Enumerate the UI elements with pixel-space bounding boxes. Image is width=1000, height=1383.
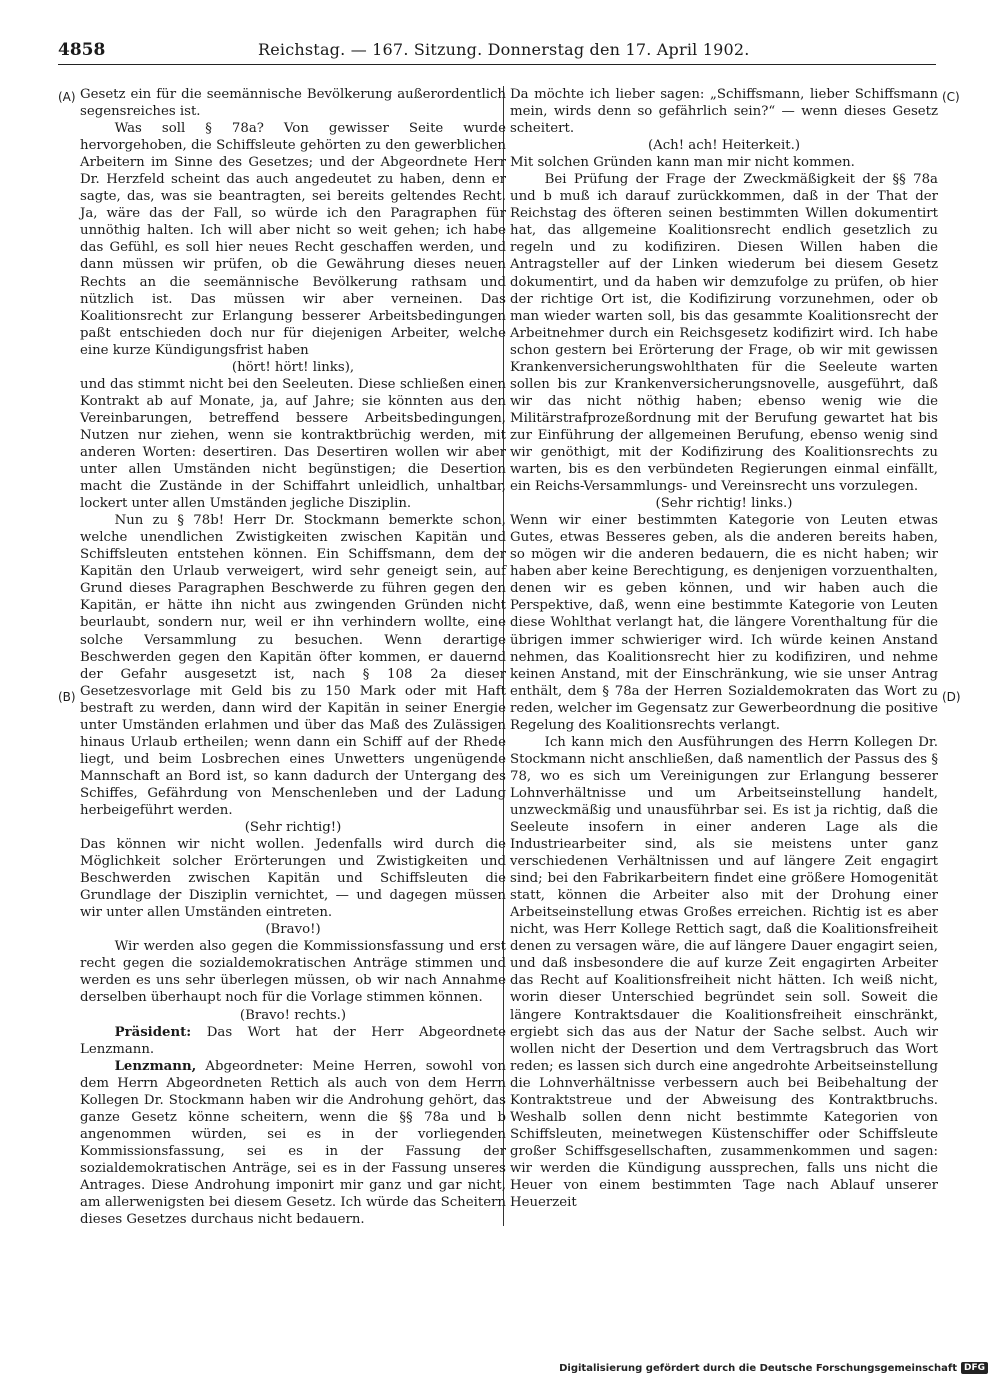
- speech-text: Abgeordneter: Meine Herren, sowohl von dem Herrn Abgeordneten Rettich als auch von dem Herrn Kollegen Dr. Stockmann haben wir die Androhung gehört, das ganze Gesetz könne scheitern, wenn die §§ 78a und b angenommen würden, sei es in der vorliegenden Kommissionsfassung, sei es in der Fassung der sozialdemokratischen Anträge, sei es in der Fassung unseres Antrages. Diese Androhung imponirt mir ganz und gar nicht, am allerwenigsten bei diesem Gesetz. Ich würde das Scheitern dieses Gesetzes durchaus nicht bedauern.: [80, 1058, 506, 1228]
- interjection: (Sehr richtig!): [244, 820, 342, 836]
- dfg-logo: DFG: [961, 1362, 988, 1374]
- margin-marker-d: (D): [942, 690, 961, 704]
- interjection: (Ach! ach! Heiterkeit.): [647, 138, 801, 154]
- speaker-name: Lenzmann,: [114, 1058, 197, 1074]
- paragraph: Mit solchen Gründen kann man mir nicht kommen.: [510, 155, 855, 171]
- interjection: (Bravo!): [265, 922, 321, 938]
- paragraph: Da möchte ich lieber sagen: „Schiffsmann, lieber Schiffsmann mein, wirds denn so gefährlich sein?“ — wenn dieses Gesetz scheitert.: [510, 87, 938, 137]
- speaker-name: Präsident:: [114, 1024, 192, 1040]
- paragraph: Ich kann mich den Ausführungen des Herrn Kollegen Dr. Stockmann nicht anschließen, daß namentlich der Passus des § 78, wo es sich um Vereinigungen zur Erlangung besserer Lohnverhältnisse und um Arbeitseinstellung handelt, unzweckmäßig und unausführbar sei. Es ist ja richtig, daß die Seeleute insofern in einer anderen Lage als die Industriearbeiter sind, als sie meistens unter ganz verschiedenen Verhältnissen und auf längere Zeit engagirt sind; bei den Fabrikarbeitern findet eine größere Homogenität statt, können die Arbeiter also mit der Drohung einer Arbeitseinstellung etwas Großes erreichen. Richtig ist es aber nicht, was Herr Kollege Rettich sagt, daß die Koalitionsfreiheit denen zu versagen wäre, die auf längere Dauer engagirt seien, und daß insbesondere die auf kurze Zeit engagirten Arbeiter das Recht auf Koalitionsfreiheit nicht hätten. Ich weiß nicht, worin dieser Unterschied begründet sein soll. Soweit die längere Kontraktsdauer die Koalitionsfreiheit einschränkt, ergiebt sich das aus der Natur der Sache selbst. Auch wir wollen nicht der Desertion und dem Vertragsbruch das Wort reden; es lassen sich durch eine angedrohte Arbeitseinstellung die Lohnverhältnisse verbessern auch bei Beibehaltung der Kontraktstreue und der Abweisung des Kontraktbruchs. Weshalb sollen denn nicht bestimmte Kategorien von Schiffsleuten, meinetwegen Küstenschiffer oder Schiffsleute großer Schiffsgesellschaften, zusammenkommen und sagen: wir werden die Kündigung aussprechen, falls uns nicht die Heuer von einem bestimmten Tage nach Ablauf unserer Heuerzeit: [510, 734, 938, 1211]
- paragraph: [80, 1058, 506, 1228]
- paragraph: Wir werden also gegen die Kommissionsfassung und erst recht gegen die sozialdemokratischen Anträge stimmen und werden es uns sehr überlegen müssen, ob wir nach Annahme derselben überhaupt noch für die Vorlage stimmen können.: [80, 939, 506, 1006]
- interjection: (Sehr richtig! links.): [655, 496, 793, 512]
- paragraph: Bei Prüfung der Frage der Zweckmäßigkeit der §§ 78a und b muß ich darauf zurückkommen, daß in der That der Reichstag des öfteren seinen bestimmten Willen dokumentirt hat, das allgemeine Koalitionsrecht endlich gesetzlich zu regeln und zu kodifiziren. Diesen Willen haben die Antragsteller auf der Linken wiederum bei diesem Gesetz dokumentirt, und da haben wir demzufolge zu prüfen, ob hier der richtige Ort ist, die Kodifizirung vorzunehmen, oder ob man wieder warten soll, bis das gesammte Koalitionsrecht der Arbeitnehmer durch ein Reichsgesetz kodifizirt wird. Ich habe schon gestern bei Erörterung der Frage, ob wir mit gewissen Krankenversicherungswohlthaten für die Seeleute warten sollen bis zur Krankenversicherungsnovelle, ausgeführt, daß wir das nicht nöthig haben; ebenso wenig wie die Militärstrafprozeßordnung mit der Berufung gewartet hat bis zur Einführung der allgemeinen Berufung, ebenso wenig sind wir genöthigt, mit der Kodifizirung des Koalitionsrechts zu warten, bis es den verbündeten Regierungen einmal einfällt, ein Reichs-Versammlungs- und Vereinsrecht uns vorzulegen.: [510, 172, 938, 495]
- page-footer: [559, 1362, 988, 1374]
- paragraph: und das stimmt nicht bei den Seeleuten. Diese schließen einen Kontrakt ab auf Monate, ja, auf Jahre; sie könnten aus den Vereinbarungen, betreffend bessere Arbeitsbedingungen, Nutzen nur ziehen, wenn sie kontraktbrüchig werden, mit anderen Worten: desertiren. Das Desertiren wollen wir aber unter allen Umständen nicht begünstigen; die Desertion macht die Zustände in der Schiffahrt unleidlich, unhaltbar, lockert unter allen Umständen jegliche Disziplin.: [80, 376, 506, 512]
- paragraph: Gesetz ein für die seemännische Bevölkerung außerordentlich segensreiches ist.: [80, 87, 506, 120]
- paragraph: Nun zu § 78b! Herr Dr. Stockmann bemerkte schon, welche unendlichen Zwistigkeiten zwischen Kapitän und Schiffsleuten entstehen können. Ein Schiffsmann, dem der Kapitän den Urlaub verweigert, wird sehr geneigt sein, auf Grund dieses Paragraphen Beschwerde zu führen gegen den Kapitän, er hätte ihn nicht aus zwingenden Gründen nicht beurlaubt, sondern nur, weil er ihn verhindern wollte, eine solche Versammlung zu besuchen. Wenn derartige Beschwerden gegen den Kapitän öfter kommen, er dauernd der Gefahr ausgesetzt ist, nach § 108 2a dieser Gesetzesvorlage mit Geld bis zu 150 Mark oder mit Haft bestraft zu werden, dann wird der Kapitän in seiner Energie unter Umständen erlahmen und über das Maß des Zulässigen hinaus Urlaub ertheilen; wenn dann ein Schiff auf der Rhede liegt, und beim Losbrechen eines Unwetters ungenügende Mannschaft an Bord ist, so kann dadurch der Untergang des Schiffes, Gefährdung von Menschenleben und der Ladung herbeigeführt werden.: [80, 513, 506, 818]
- page-number: 4858: [58, 40, 106, 60]
- paragraph: Das können wir nicht wollen. Jedenfalls wird durch die Möglichkeit solcher Erörterungen und Zwistigkeiten und Beschwerden zwischen Kapitän und Schiffsleuten die Grundlage der Disziplin vernichtet, — und dagegen müssen wir unter allen Umständen eintreten.: [80, 837, 506, 921]
- left-column: [80, 86, 506, 1228]
- margin-marker-c: (C): [942, 90, 960, 104]
- footer-credit: Digitalisierung gefördert durch die Deutsche Forschungsgemeinschaft: [559, 1362, 957, 1374]
- running-title: Reichstag. — 167. Sitzung. Donnerstag den 17. April 1902.: [258, 40, 750, 59]
- margin-marker-b: (B): [58, 690, 76, 704]
- paragraph: Wenn wir einer bestimmten Kategorie von Leuten etwas Gutes, etwas Besseres geben, als die anderen bereits haben, so mögen wir die anderen bedauern, die es nicht haben; wir haben aber keine Berechtigung, es denjenigen vorzuenthalten, denen wir es geben können, und wir haben auch die Perspektive, daß, wenn eine bestimmte Kategorie von Leuten diese Wohlthat verlangt hat, die längere Vorenthaltung für die übrigen immer schwieriger wird. Ich würde keinen Anstand nehmen, das Koalitionsrecht hier zu kodifiziren, und nehme keinen Anstand, mit der Einschränkung, wie sie unser Antrag enthält, dem § 78a der Herren Sozialdemokraten das Wort zu reden, welcher im Gegensatz zur Gewerbeordnung die positive Regelung des Koalitionsrechts verlangt.: [510, 513, 938, 733]
- paragraph: [80, 1024, 506, 1058]
- page-header: [58, 38, 936, 65]
- margin-marker-a: (A): [58, 90, 76, 104]
- interjection: (Bravo! rechts.): [239, 1007, 347, 1023]
- interjection: (hört! hört! links),: [231, 359, 355, 375]
- right-column: [510, 86, 938, 1211]
- speech-text: Das Wort hat der Herr Abgeordnete Lenzmann.: [80, 1024, 506, 1057]
- paragraph: Was soll § 78a? Von gewisser Seite wurde hervorgehoben, die Schiffsleute gehörten zu den gewerblichen Arbeitern im Sinne des Gesetzes; und der Abgeordnete Herr Dr. Herzfeld scheint das auch angedeutet zu haben, denn er sagte, das, was sie beantragten, sei bereits geltendes Recht. Ja, wäre das der Fall, so würde ich den Paragraphen für unnöthig halten. Ich will aber nicht so weit gehen; ich habe das Gefühl, es soll hier neues Recht geschaffen werden, und dann müssen wir prüfen, ob die Gewährung dieses neuen Rechts an die seemännische Bevölkerung rathsam und nützlich ist. Das müssen wir aber verneinen. Das Koalitionsrecht zur Erlangung besserer Arbeitsbedingungen paßt entschieden doch nur für diejenigen Arbeiter, welche eine kurze Kündigungsfrist haben: [80, 121, 506, 358]
